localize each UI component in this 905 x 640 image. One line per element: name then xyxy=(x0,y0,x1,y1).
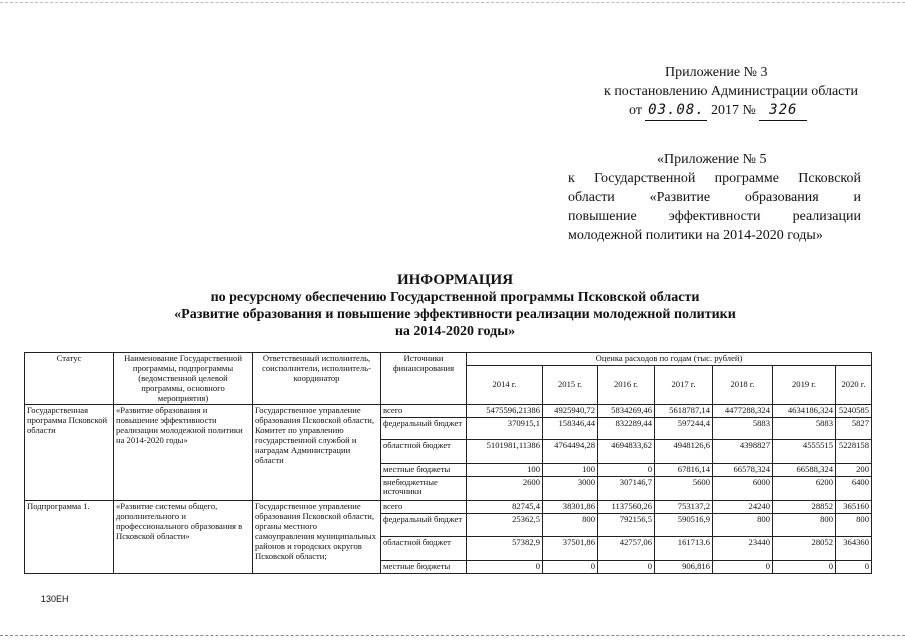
heading-line: «Развитие образования и повышение эффективности реализации молодежной политики xyxy=(174,307,736,322)
cell-value: 0 xyxy=(598,464,655,477)
cell-value: 0 xyxy=(598,561,655,574)
cell-status: Подпрограмма 1. xyxy=(25,501,114,574)
cell-value: 792156,5 xyxy=(598,514,655,537)
cell-source: всего xyxy=(381,501,467,514)
header-year: 2014 г. xyxy=(467,366,543,405)
cell-value: 66578,324 xyxy=(713,464,773,477)
cell-value: 1137560,26 xyxy=(598,501,655,514)
cell-source: областной бюджет xyxy=(381,537,467,561)
cell-value: 57382,9 xyxy=(467,537,543,561)
cell-value: 42757,06 xyxy=(598,537,655,561)
resource-table xyxy=(24,352,872,574)
cell-value: 307146,7 xyxy=(598,477,655,501)
cell-value: 800 xyxy=(713,514,773,537)
header-year: 2020 г. xyxy=(836,366,872,405)
cell-value: 906,816 xyxy=(655,561,713,574)
footer-code: 130ЕН xyxy=(41,594,69,604)
cell-value: 3000 xyxy=(543,477,598,501)
cell-value: 4694833,62 xyxy=(598,440,655,464)
cell-value: 200 xyxy=(836,464,872,477)
header-status: Статус xyxy=(25,353,114,405)
cell-value: 0 xyxy=(543,561,598,574)
header-year: 2015 г. xyxy=(543,366,598,405)
header-row xyxy=(25,353,872,366)
cell-value: 0 xyxy=(836,561,872,574)
cell-value: 24240 xyxy=(713,501,773,514)
document-heading xyxy=(140,272,770,340)
cell-value: 364360 xyxy=(836,537,872,561)
cell-value: 2600 xyxy=(467,477,543,501)
date-prefix: от xyxy=(629,103,642,118)
quote-block xyxy=(568,150,861,245)
cell-source: местные бюджеты xyxy=(381,464,467,477)
header-source: Источники финансирования xyxy=(381,353,467,405)
header-year: 2016 г. xyxy=(598,366,655,405)
cell-source: федеральный бюджет xyxy=(381,514,467,537)
cell-value: 4764494,28 xyxy=(543,440,598,464)
cell-value: 0 xyxy=(467,561,543,574)
heading-line: на 2014-2020 годы» xyxy=(394,324,516,339)
quote-line: к Государственной программе Псковской xyxy=(568,171,861,186)
quote-line: области «Развитие образования и xyxy=(568,190,861,205)
cell-value: 6000 xyxy=(713,477,773,501)
cell-value: 590516,9 xyxy=(655,514,713,537)
cell-value: 0 xyxy=(713,561,773,574)
heading-title: ИНФОРМАЦИЯ xyxy=(396,272,514,288)
cell-source: местные бюджеты xyxy=(381,561,467,574)
cell-value: 4555515 xyxy=(773,440,836,464)
cell-value: 100 xyxy=(543,464,598,477)
cell-name: «Развитие образования и повышение эффективности реализации молодежной политики на 2014-2020 годы» xyxy=(114,405,253,501)
cell-value: 800 xyxy=(543,514,598,537)
header-year: 2018 г. xyxy=(713,366,773,405)
cell-source: областной бюджет xyxy=(381,440,467,464)
appendix-resolution: к постановлению Администрации области xyxy=(604,84,858,99)
cell-value: 5883 xyxy=(713,418,773,440)
cell-value: 158346,44 xyxy=(543,418,598,440)
cell-name: «Развитие системы общего, дополнительного и профессионального образования в Псковской области» xyxy=(114,501,253,574)
cell-value: 161713.6 xyxy=(655,537,713,561)
cell-value: 5827 xyxy=(836,418,872,440)
cell-executor: Государственное управление образования Псковской области, органы местного самоуправления муниципальных районов и городских округов Псковской области; xyxy=(253,501,381,574)
cell-value: 753137,2 xyxy=(655,501,713,514)
cell-value: 4477288,324 xyxy=(713,405,773,418)
cell-value: 370915,1 xyxy=(467,418,543,440)
cell-value: 4925940,72 xyxy=(543,405,598,418)
cell-value: 800 xyxy=(773,514,836,537)
quote-line: повышение эффективности реализации xyxy=(568,209,861,224)
cell-value: 67816,14 xyxy=(655,464,713,477)
quote-title: «Приложение № 5 xyxy=(657,152,767,167)
header-estimate: Оценка расходов по годам (тыс. рублей) xyxy=(467,353,872,366)
header-name: Наименование Государственной программы, подпрограммы (ведомственной целевой программы, основного мероприятия) xyxy=(114,353,253,405)
header-executor: Ответственный исполнитель, соисполнители, исполнитель-координатор xyxy=(253,353,381,405)
cell-value: 38301,86 xyxy=(543,501,598,514)
cell-source: федеральный бюджет xyxy=(381,418,467,440)
quote-line: молодежной политики на 2014-2020 годы» xyxy=(568,228,823,243)
header-year: 2017 г. xyxy=(655,366,713,405)
cell-value: 28052 xyxy=(773,537,836,561)
cell-executor: Государственное управление образования Псковской области, Комитет по управлению государственной службой и наградам Администрации области xyxy=(253,405,381,501)
cell-value: 0 xyxy=(773,561,836,574)
cell-value: 25362,5 xyxy=(467,514,543,537)
appendix-block xyxy=(520,63,858,121)
heading-line: по ресурсному обеспечению Государственной программы Псковской области xyxy=(210,290,700,305)
year-number-label: 2017 № xyxy=(710,103,756,118)
cell-value: 28852 xyxy=(773,501,836,514)
scan-edge-top xyxy=(0,2,905,3)
cell-value: 5618787,14 xyxy=(655,405,713,418)
header-year: 2019 г. xyxy=(773,366,836,405)
cell-status: Государственная программа Псковской области xyxy=(25,405,114,501)
date-handwritten: 03.08. xyxy=(645,101,707,121)
cell-value: 5475596,21386 xyxy=(467,405,543,418)
cell-value: 4948126,6 xyxy=(655,440,713,464)
cell-value: 6400 xyxy=(836,477,872,501)
cell-value: 100 xyxy=(467,464,543,477)
cell-value: 4398827 xyxy=(713,440,773,464)
cell-value: 23440 xyxy=(713,537,773,561)
cell-value: 4634186,324 xyxy=(773,405,836,418)
appendix-date-line xyxy=(520,101,858,121)
cell-value: 5101981,11386 xyxy=(467,440,543,464)
cell-value: 5228158 xyxy=(836,440,872,464)
table-row xyxy=(25,501,872,514)
cell-value: 37501,86 xyxy=(543,537,598,561)
cell-value: 597244,4 xyxy=(655,418,713,440)
cell-value: 5834269,46 xyxy=(598,405,655,418)
cell-value: 832289,44 xyxy=(598,418,655,440)
cell-value: 5240585 xyxy=(836,405,872,418)
table-row xyxy=(25,405,872,418)
cell-value: 5883 xyxy=(773,418,836,440)
cell-value: 5600 xyxy=(655,477,713,501)
cell-source: внебюджетные источники xyxy=(381,477,467,501)
scan-edge-bottom xyxy=(0,635,905,636)
cell-value: 66588,324 xyxy=(773,464,836,477)
appendix-number: Приложение № 3 xyxy=(665,65,768,80)
cell-value: 82745,4 xyxy=(467,501,543,514)
cell-value: 6200 xyxy=(773,477,836,501)
cell-source: всего xyxy=(381,405,467,418)
number-handwritten: 326 xyxy=(759,101,807,121)
cell-value: 365160 xyxy=(836,501,872,514)
cell-value: 800 xyxy=(836,514,872,537)
